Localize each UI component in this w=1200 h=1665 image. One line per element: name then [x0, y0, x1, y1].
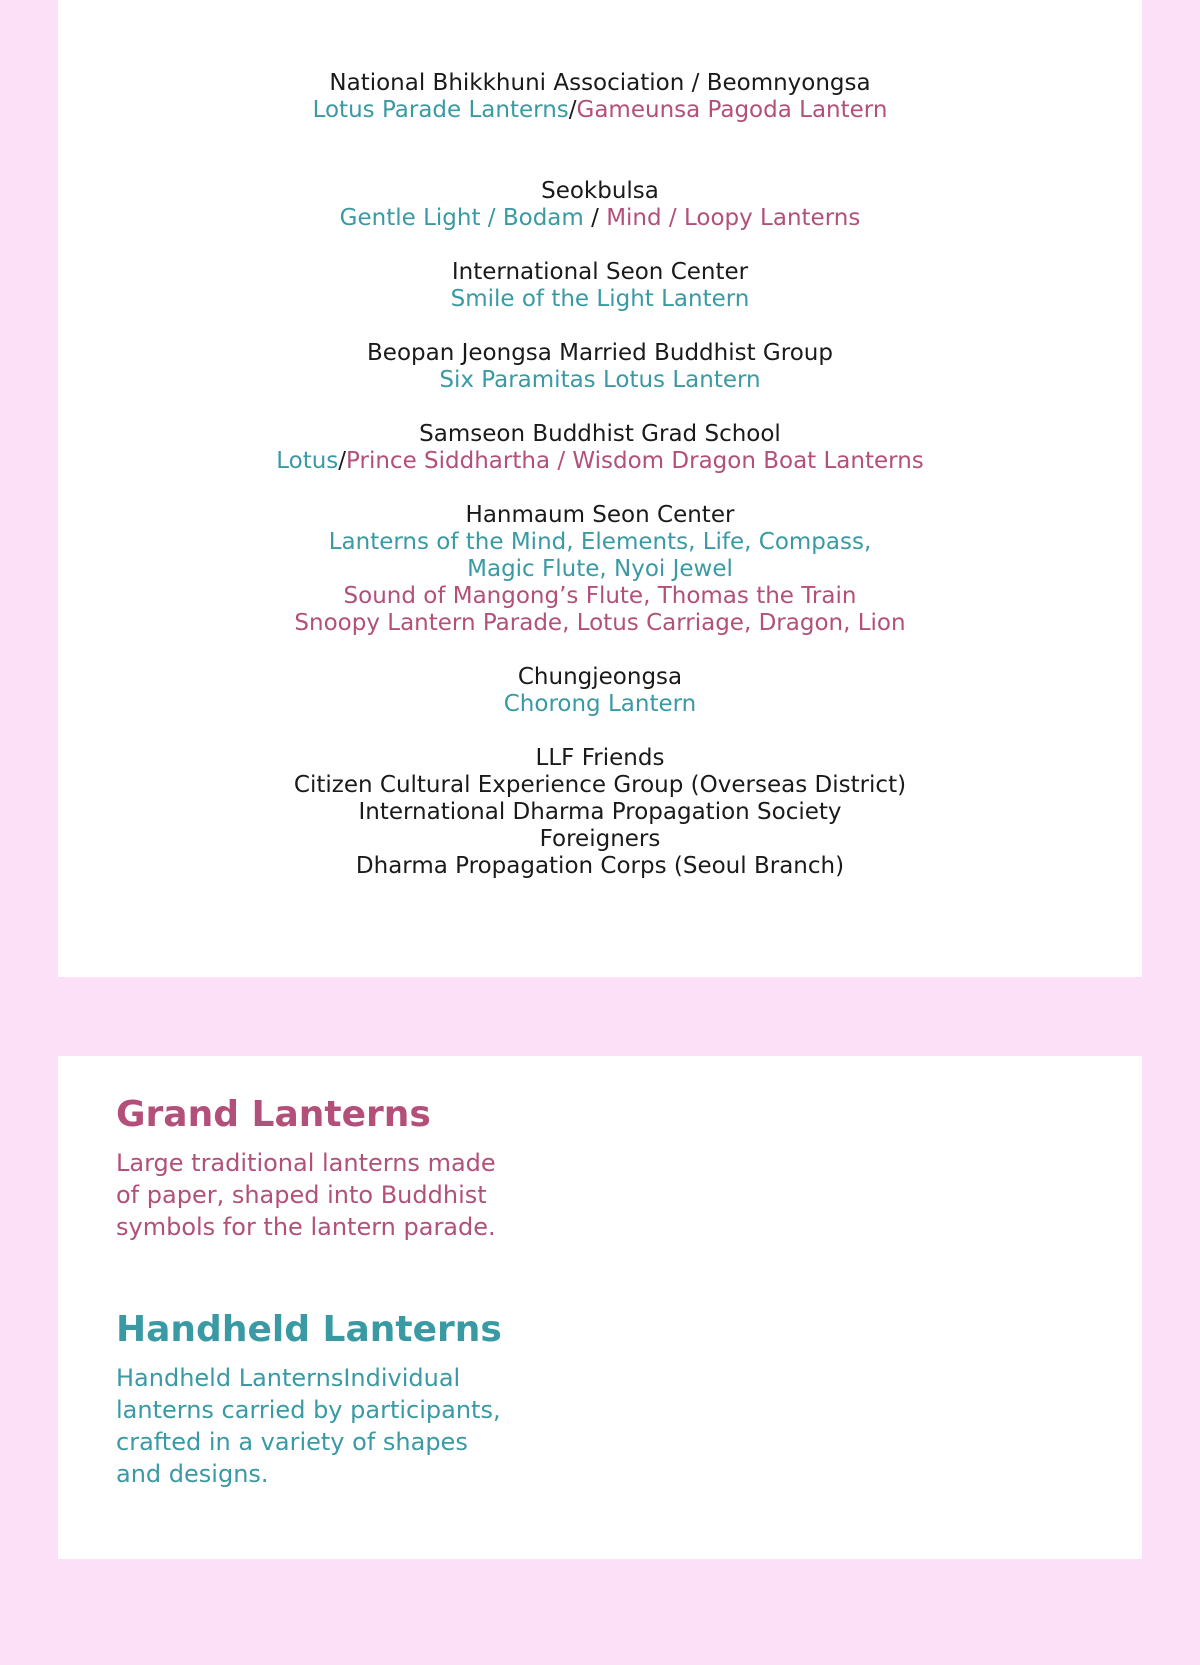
- description-line: Large traditional lanterns made: [116, 1149, 496, 1177]
- description-line: lanterns carried by participants,: [116, 1396, 501, 1424]
- separator: /: [568, 97, 577, 123]
- separator: /: [583, 205, 607, 231]
- description-line: crafted in a variety of shapes: [116, 1428, 468, 1456]
- group-beopan-jeongsa: [58, 340, 1142, 394]
- lantern-line: Sound of Mangong’s Flute, Thomas the Train: [343, 583, 857, 609]
- section-title: Grand Lanterns: [116, 1094, 431, 1135]
- group-samseon-grad-school: [58, 421, 1142, 475]
- lantern-line: [58, 205, 1142, 232]
- description-line: symbols for the lantern parade.: [116, 1213, 496, 1241]
- member-line: Citizen Cultural Experience Group (Overseas District): [293, 772, 907, 798]
- lantern-line: Smile of the Light Lantern: [450, 286, 750, 312]
- group-international-seon-center: [58, 259, 1142, 313]
- group-chungjeongsa: [58, 664, 1142, 718]
- lantern-line: Magic Flute, Nyoi Jewel: [467, 556, 733, 582]
- lantern-line: [58, 97, 1142, 124]
- member-line: Foreigners: [539, 826, 661, 852]
- org-name: Chungjeongsa: [517, 664, 683, 690]
- org-name: International Seon Center: [451, 259, 749, 285]
- section-description: [116, 1362, 576, 1490]
- lantern-name: Gentle Light / Bodam: [339, 205, 584, 231]
- section-title: Handheld Lanterns: [116, 1309, 502, 1350]
- member-line: International Dharma Propagation Society: [358, 799, 842, 825]
- lantern-name: Lotus Parade Lanterns: [312, 97, 569, 123]
- lantern-types-panel: [58, 1056, 1142, 1559]
- participants-panel: [58, 0, 1142, 977]
- lantern-line: Chorong Lantern: [503, 691, 697, 717]
- org-name: Samseon Buddhist Grad School: [419, 421, 781, 447]
- member-line: Dharma Propagation Corps (Seoul Branch): [355, 853, 845, 879]
- handheld-lanterns-section: [116, 1308, 576, 1490]
- description-line: and designs.: [116, 1460, 269, 1488]
- description-line: Handheld LanternsIndividual: [116, 1364, 461, 1392]
- lantern-name: Prince Siddhartha / Wisdom Dragon Boat Lanterns: [346, 448, 924, 474]
- group-seokbulsa: [58, 178, 1142, 232]
- group-llf-friends: [58, 745, 1142, 880]
- org-name: National Bhikkhuni Association / Beomnyongsa: [329, 70, 871, 96]
- org-name: Hanmaum Seon Center: [465, 502, 735, 528]
- lantern-line: Snoopy Lantern Parade, Lotus Carriage, Dragon, Lion: [294, 610, 906, 636]
- lantern-name: Mind / Loopy Lanterns: [606, 205, 861, 231]
- lantern-line: [58, 448, 1142, 475]
- separator: /: [338, 448, 347, 474]
- grand-lanterns-section: [116, 1093, 576, 1243]
- section-description: [116, 1147, 576, 1243]
- org-name: LLF Friends: [535, 745, 665, 771]
- lantern-name: Lotus: [276, 448, 339, 474]
- lantern-line: Lanterns of the Mind, Elements, Life, Compass,: [328, 529, 872, 555]
- participant-listing: [58, 70, 1142, 907]
- lantern-line: Six Paramitas Lotus Lantern: [439, 367, 761, 393]
- group-hanmaum-seon-center: [58, 502, 1142, 637]
- org-name: Seokbulsa: [541, 178, 659, 204]
- lantern-name: Gameunsa Pagoda Lantern: [576, 97, 888, 123]
- group-national-bhikkhuni: [58, 70, 1142, 124]
- org-name: Beopan Jeongsa Married Buddhist Group: [367, 340, 833, 366]
- description-line: of paper, shaped into Buddhist: [116, 1181, 487, 1209]
